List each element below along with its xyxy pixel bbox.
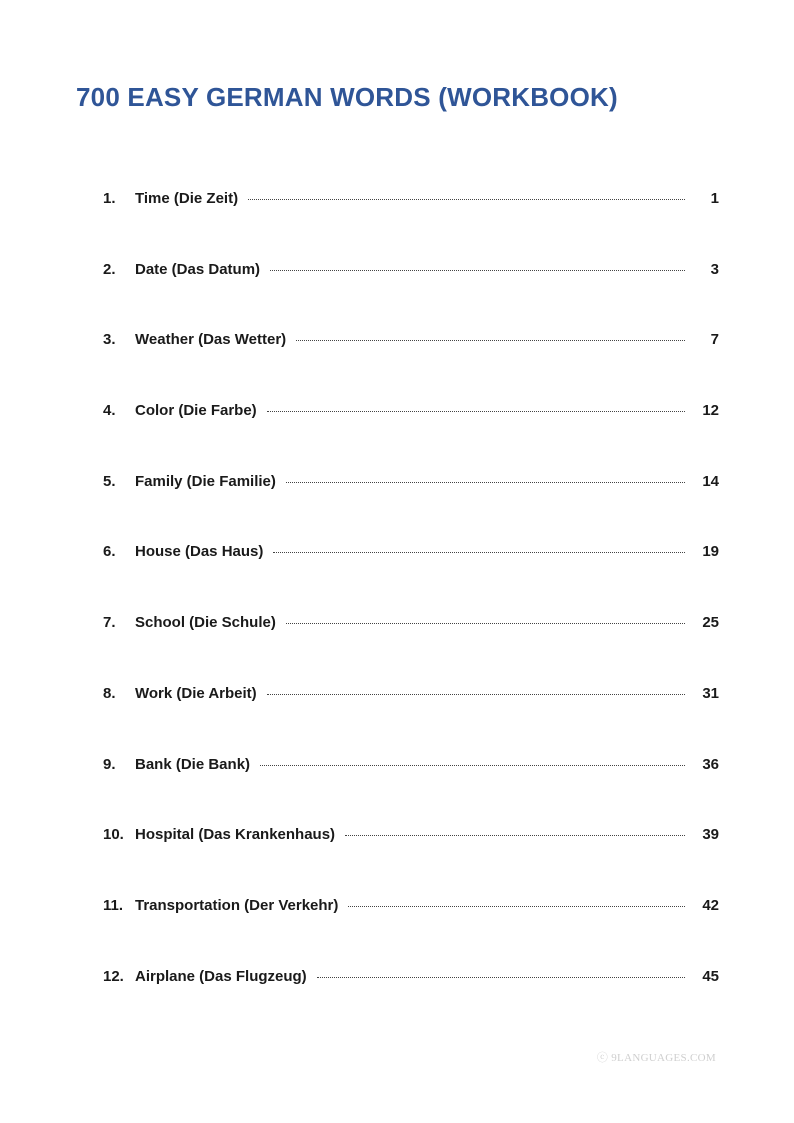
toc-number: 6. <box>103 543 116 561</box>
page-title: 700 EASY GERMAN WORDS (WORKBOOK) <box>76 82 618 112</box>
dot-leader <box>345 835 685 836</box>
toc-number: 10. <box>103 826 124 844</box>
toc-title: Family (Die Familie) <box>135 472 276 490</box>
toc-page-number: 39 <box>702 826 719 844</box>
toc-number: 4. <box>103 402 116 420</box>
dot-leader <box>348 906 685 907</box>
dot-leader <box>267 411 685 412</box>
toc-number: 9. <box>103 755 116 773</box>
toc-entry[interactable] <box>103 614 719 685</box>
toc-entry[interactable] <box>103 473 719 544</box>
toc-number: 12. <box>103 967 124 985</box>
toc-page-number: 36 <box>702 755 719 773</box>
dot-leader <box>286 482 685 483</box>
toc-number: 11. <box>103 896 124 914</box>
toc-title: Weather (Das Wetter) <box>135 331 287 349</box>
toc-title: Hospital (Das Krankenhaus) <box>135 826 336 844</box>
dot-leader <box>270 270 685 271</box>
toc-page-number: 3 <box>710 260 719 278</box>
toc-title: House (Das Haus) <box>135 543 264 561</box>
dot-leader <box>248 199 685 200</box>
toc-title: Bank (Die Bank) <box>135 755 251 773</box>
toc-title: Date (Das Datum) <box>135 260 261 278</box>
toc-number: 2. <box>103 260 116 278</box>
toc-title: Time (Die Zeit) <box>135 190 239 207</box>
dot-leader <box>296 340 685 341</box>
toc-page-number: 42 <box>702 896 719 914</box>
toc-title: Airplane (Das Flugzeug) <box>135 967 307 985</box>
toc-number: 5. <box>103 472 116 490</box>
toc-entry[interactable] <box>103 968 719 1039</box>
toc-number: 1. <box>103 190 116 207</box>
toc-entry[interactable] <box>103 826 719 897</box>
toc-entry[interactable] <box>103 543 719 614</box>
toc-page-number: 7 <box>710 331 719 349</box>
toc-title: Work (Die Arbeit) <box>135 684 257 702</box>
toc-entry[interactable] <box>103 402 719 473</box>
toc-page-number: 19 <box>702 543 719 561</box>
dot-leader <box>273 552 685 553</box>
toc-title: School (Die Schule) <box>135 614 276 632</box>
dot-leader <box>260 765 685 766</box>
dot-leader <box>286 623 685 624</box>
toc-entry[interactable] <box>103 331 719 402</box>
toc-entry[interactable] <box>103 756 719 827</box>
toc-number: 7. <box>103 614 116 632</box>
toc-page-number: 45 <box>702 967 719 985</box>
toc-page-number: 14 <box>702 472 719 490</box>
table-of-contents <box>103 190 719 1038</box>
dot-leader <box>317 977 685 978</box>
toc-entry[interactable] <box>103 190 719 261</box>
toc-page-number: 12 <box>702 402 719 420</box>
toc-entry[interactable] <box>103 261 719 332</box>
toc-entry[interactable] <box>103 897 719 968</box>
toc-page-number: 31 <box>702 684 719 702</box>
dot-leader <box>267 694 685 695</box>
toc-page-number: 1 <box>710 190 719 207</box>
toc-number: 3. <box>103 331 116 349</box>
toc-entry[interactable] <box>103 685 719 756</box>
watermark: ⓒ 9LANGUAGES.COM <box>596 1052 716 1064</box>
toc-number: 8. <box>103 684 116 702</box>
toc-page-number: 25 <box>702 614 719 632</box>
toc-title: Transportation (Der Verkehr) <box>135 896 339 914</box>
toc-title: Color (Die Farbe) <box>135 402 257 420</box>
